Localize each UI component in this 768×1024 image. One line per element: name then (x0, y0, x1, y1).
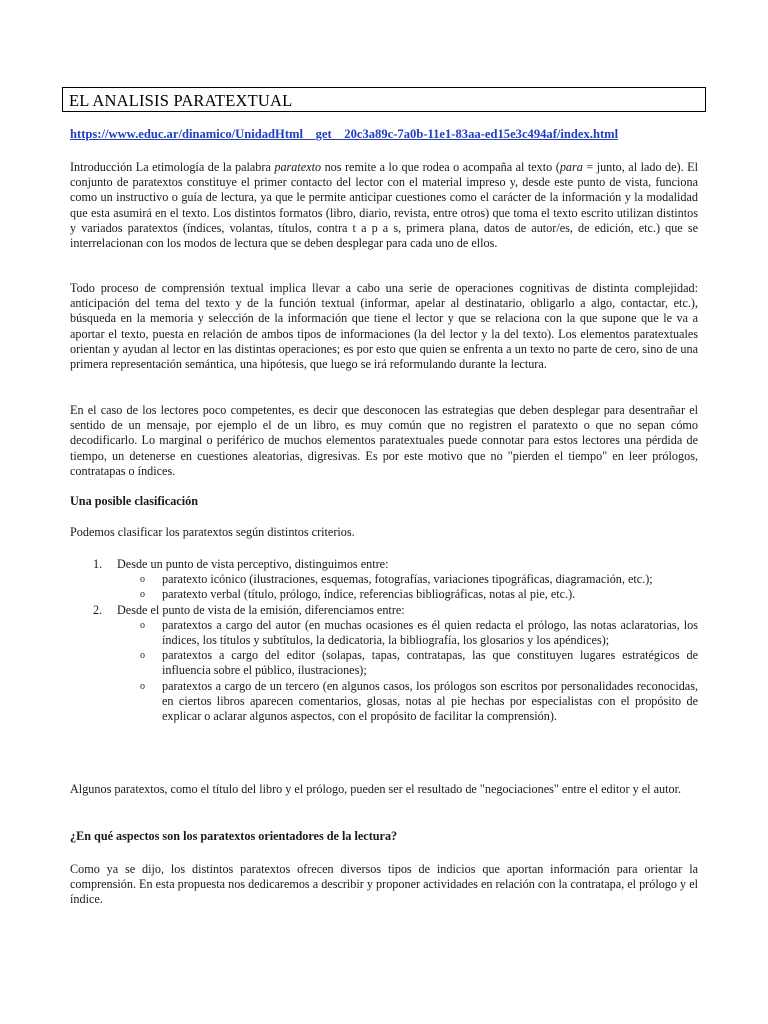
list-item (93, 603, 698, 618)
sub-list-item (140, 648, 698, 678)
sub-item-text: paratextos a cargo de un tercero (en algunos casos, los prólogos son escritos por personalidades reconocidas, en ciertos libros aparecen comentarios, glosas, notas al pie hechas por especialistas con el propósito de explicar o aclarar algunos aspectos, con el propósito de facilitar la comprensión). (162, 678, 698, 724)
bullet-icon: o (140, 680, 145, 692)
intro-text-a: Introducción La etimología de la palabra (70, 160, 275, 174)
bullet-icon: o (140, 589, 145, 601)
sub-item-text: paratextos a cargo del editor (solapas, tapas, contratapas, las que constituyen lugares estratégicos de influencia sobre el público, ilustraciones); (162, 648, 698, 678)
intro-paragraph (70, 160, 698, 251)
list-number: 1. (93, 557, 103, 571)
intro-text-b: nos remite a lo que rodea o acompaña al texto ( (321, 160, 560, 174)
intro-italic-para: para (559, 160, 583, 174)
classification-list (93, 557, 698, 724)
paragraph-negociaciones: Algunos paratextos, como el título del libro y el prólogo, pueden ser el resultado de "negociaciones" entre el editor y el autor. (70, 782, 682, 796)
list-item (93, 557, 698, 572)
bullet-icon: o (140, 650, 145, 662)
source-link[interactable]: https://www.educ.ar/dinamico/UnidadHtml__get__20c3a89c-7a0b-11e1-83aa-ed15e3c494af/index.html (70, 127, 619, 141)
sub-item-text: paratexto icónico (ilustraciones, esquemas, fotografías, variaciones tipográficas, diagramación, etc.); (162, 572, 653, 587)
sub-list-item (140, 679, 698, 725)
sub-list-item (140, 587, 698, 602)
paragraph-comprension: Todo proceso de comprensión textual implica llevar a cabo una serie de operaciones cognitivas de distinta complejidad: anticipación del tema del texto y de la función textual (informar, apelar al destinatario, obligarlo a algo, contactar, etc.), búsqueda en la memoria y selección de la información que tiene el lector y que se relaciona con la que supone que le va a aportar el texto, puesta en relación de ambos tipos de informaciones (la del lector y la del texto). Los elementos paratextuales orientan y ayudan al lector en las distintas operaciones; es por esto que quien se enfrenta a un texto no parte de cero, sino de una primera representación semántica, una hipótesis, que luego se irá reformulando durante la lectura. (70, 281, 698, 372)
paragraph-propuesta: Como ya se dijo, los distintos paratextos ofrecen diversos tipos de indicios que aportan información para orientar la comprensión. En esta propuesta nos dedicaremos a describir y proponer actividades en relación con la contratapa, el prólogo y el índice. (70, 862, 698, 907)
sub-list-item (140, 618, 698, 648)
bullet-icon: o (140, 574, 145, 586)
intro-text-c: = junto, al lado de). El conjunto de paratextos constituye el primer contacto del lector con el material impreso y, desde este punto de vista, funciona como un instructivo o guía de lectura, ya que le permite anticipar cuestiones como el carácter de la información y la modalidad que esta asumirá en el texto. Los distintos formatos (libro, diario, revista, entre otros) que toma el texto escrito utilizan distintos y variados paratextos (índices, volantas, títulos, contra t a p a s, primera plana, datos de autor/es, de edición, etc.) que se interrelacionan con los modos de lectura que se deben desplegar para cada uno de ellos. (70, 160, 698, 251)
sub-item-text: paratextos a cargo del autor (en muchas ocasiones es él quien redacta el prólogo, las notas aclaratorias, los índices, los títulos y subtítulos, la dedicatoria, la bibliografía, los glosarios y los apéndices); (162, 617, 698, 648)
list-label: Desde un punto de vista perceptivo, distinguimos entre: (117, 557, 389, 571)
heading-clasificacion: Una posible clasificación (70, 494, 198, 508)
paragraph-lectores: En el caso de los lectores poco competentes, es decir que desconocen las estrategias que deben desplegar para desentrañar el sentido de un mensaje, por ejemplo el de un libro, es muy común que no registren el paratexto o que no sepan cómo decodificarlo. Lo marginal o periférico de muchos elementos paratextuales puede connotar para estos lectores una pérdida de tiempo, un detenerse en cuestiones aleatorias, digresivas. Es por este motivo que no "pierden el tiempo" en leer prólogos, contratapas o índices. (70, 403, 698, 478)
sub-list-item (140, 572, 698, 587)
list-number: 2. (93, 602, 103, 617)
paragraph-criterios: Podemos clasificar los paratextos según distintos criterios. (70, 525, 355, 539)
list-label: Desde el punto de vista de la emisión, diferenciamos entre: (117, 602, 405, 617)
sub-item-text: paratexto verbal (título, prólogo, índice, referencias bibliográficas, notas al pie, etc.). (162, 587, 576, 602)
intro-italic-paratexto: paratexto (274, 160, 322, 174)
heading-aspectos: ¿En qué aspectos son los paratextos orientadores de la lectura? (70, 829, 398, 843)
document-title: EL ANALISIS PARATEXTUAL (62, 87, 706, 112)
bullet-icon: o (140, 619, 145, 631)
